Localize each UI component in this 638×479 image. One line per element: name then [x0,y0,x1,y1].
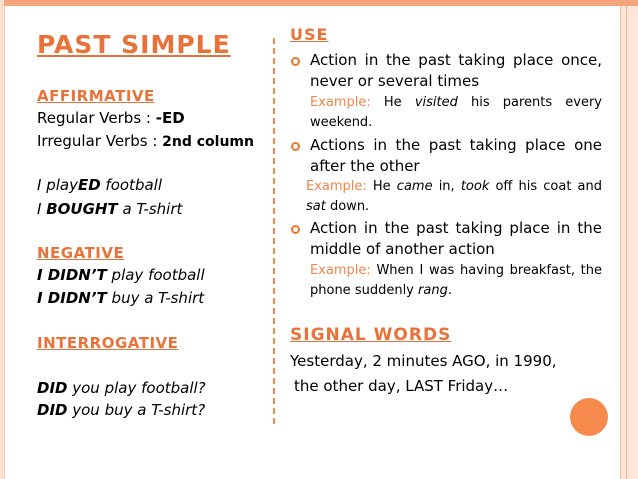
affirmative-example-1-part-c: football [100,176,162,194]
use-2-example-label: Example: [306,179,367,194]
irregular-verbs-label: Irregular Verbs : [37,132,163,150]
affirmative-example-2-part-b: BOUGHT [46,200,118,218]
right-border-line [620,6,621,479]
use-3-example-label: Example: [310,263,371,278]
regular-verbs-value: -ED [155,109,185,127]
affirmative-example-1 [37,176,162,194]
use-2-example [306,177,602,217]
regular-verbs-line [37,109,185,127]
use-2-example-part: in, [432,179,461,194]
use-1-example-verb: visited [414,95,458,110]
affirmative-example-2-part-c: a T-shirt [117,200,183,218]
bullet-icon [291,225,300,234]
use-3-example-part: When I was having breakfast, the phone suddenly [310,263,602,298]
top-border [0,0,638,6]
interrogative-example-1-part-b: you play football? [67,379,206,397]
negative-example-1-part-b: play football [106,266,205,284]
use-3-text: Action in the past taking place in the middle of another action [310,219,602,258]
use-3-example-part: . [447,283,452,298]
use-2-example-verb: came [396,179,433,194]
signal-words-heading: SIGNAL WORDS [290,325,452,345]
interrogative-example-2-part-a: DID [37,401,68,419]
right-border-line-inner [626,6,627,479]
use-1-example-part: He [370,95,415,110]
negative-example-1 [37,266,205,284]
negative-example-2 [37,289,204,307]
signal-words-line-1: Yesterday, 2 minutes AGO, in 1990, [290,352,557,370]
interrogative-example-2 [37,401,205,419]
left-border-line [4,6,5,479]
use-2-example-part: off his coat and [489,179,602,194]
bullet-icon [291,57,300,66]
use-heading: USE [290,25,329,44]
use-1-example-part: his parents every weekend. [310,95,602,130]
column-divider [273,38,275,424]
use-1-example [310,93,602,133]
regular-verbs-label: Regular Verbs : [37,109,156,127]
affirmative-heading: AFFIRMATIVE [37,87,155,105]
interrogative-example-2-part-b: you buy a T-shirt? [67,401,206,419]
use-2-example-part: down. [325,199,370,214]
use-2-example-verb: sat [306,199,326,214]
bullet-icon [291,142,300,151]
decorative-circle [570,398,608,436]
affirmative-example-1-part-a: I play [37,176,78,194]
right-border [620,6,638,479]
use-3-example-verb: rang [418,283,448,298]
interrogative-heading: INTERROGATIVE [37,334,179,352]
use-2-example-part: He [366,179,397,194]
use-3-example [310,261,602,301]
negative-example-2-part-b: buy a T-shirt [106,289,205,307]
page-title: PAST SIMPLE [37,30,231,59]
negative-example-1-part-a: I DIDN’T [37,266,107,284]
negative-heading: NEGATIVE [37,244,125,262]
irregular-verbs-value: 2nd column [162,134,254,150]
irregular-verbs-line [37,132,254,150]
negative-example-2-part-a: I DIDN’T [37,289,107,307]
interrogative-example-1 [37,379,206,397]
use-2-text: Actions in the past taking place one after the other [310,136,602,175]
use-1-example-label: Example: [310,95,371,110]
affirmative-example-2-part-a: I [37,200,47,218]
affirmative-example-2 [37,200,182,218]
affirmative-example-1-part-b: ED [77,176,101,194]
use-1-text: Action in the past taking place once, never or several times [310,51,602,90]
interrogative-example-1-part-a: DID [37,379,68,397]
use-2-example-verb: took [460,179,490,194]
signal-words-line-2: the other day, LAST Friday… [294,377,509,395]
